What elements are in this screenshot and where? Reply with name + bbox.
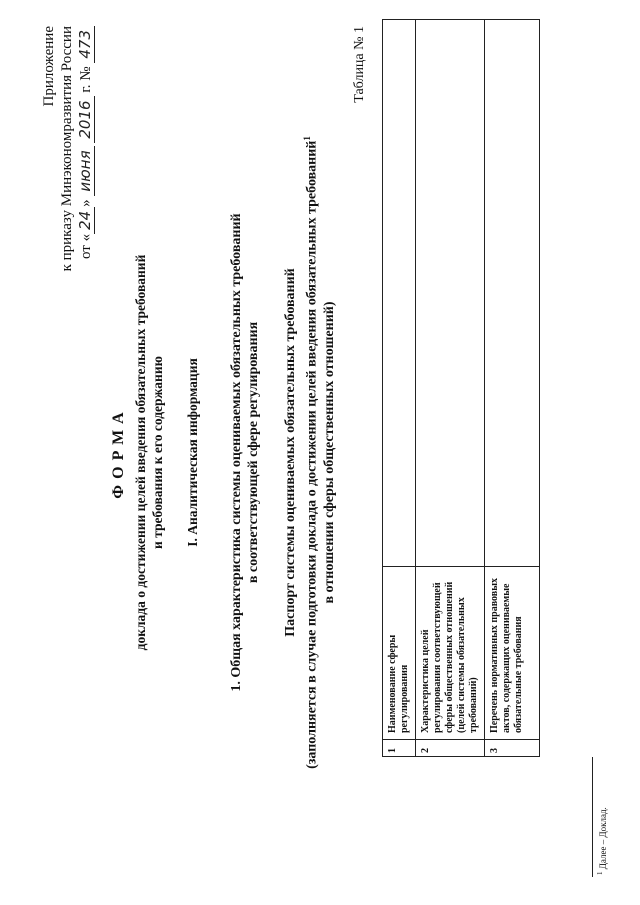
handwritten-year: 2016	[76, 96, 95, 142]
row-label: Характеристика целей регулирования соответствующей сферы общественных отношений (целей системы обязательных требований)	[416, 567, 485, 740]
row-value	[383, 20, 416, 567]
section-title: I. Аналитическая информация	[185, 358, 200, 547]
appendix-title: Приложение	[41, 26, 57, 107]
handwritten-number: 473	[76, 26, 95, 63]
row-number: 3	[485, 740, 540, 757]
handwritten-month: июня	[76, 146, 95, 195]
table-label: Таблица № 1	[352, 26, 367, 103]
row-value	[485, 20, 540, 567]
form-subtitle: доклада о достижении целей введения обязательных требований и требования к его содержанию	[133, 254, 165, 651]
passport-table	[382, 19, 540, 757]
row-label: Наименование сферы регулирования	[383, 567, 416, 740]
row-number: 1	[383, 740, 416, 757]
footnote: $^1$ Далее – Доклад.	[596, 807, 608, 875]
appendix-order-ref: к приказу Минэкономразвития России	[59, 26, 75, 272]
table-row	[383, 20, 416, 757]
row-value	[416, 20, 485, 567]
subsection-title: 1. Общая характеристика системы оцениваемых обязательных требований в соответствующей сфере регулирования	[229, 213, 261, 692]
form-title: ФОРМА	[110, 406, 127, 499]
footnote-separator	[592, 757, 593, 877]
table-row	[485, 20, 540, 757]
footnote-ref: 1	[302, 136, 312, 141]
table-row	[416, 20, 485, 757]
row-number: 2	[416, 740, 485, 757]
handwritten-day: 24	[76, 207, 95, 234]
row-label: Перечень нормативных правовых актов, содержащих оцениваемые обязательные требования	[485, 567, 540, 740]
appendix-header	[40, 26, 95, 446]
passport-title: Паспорт системы оцениваемых обязательных требований (заполняется в случае подготовки доклада о достижении целей введения обязательных требований$^1$ в отношении сферы общественных отношений)	[283, 136, 337, 769]
appendix-date-line: от «24» июня 2016 г. № 473	[76, 26, 95, 446]
